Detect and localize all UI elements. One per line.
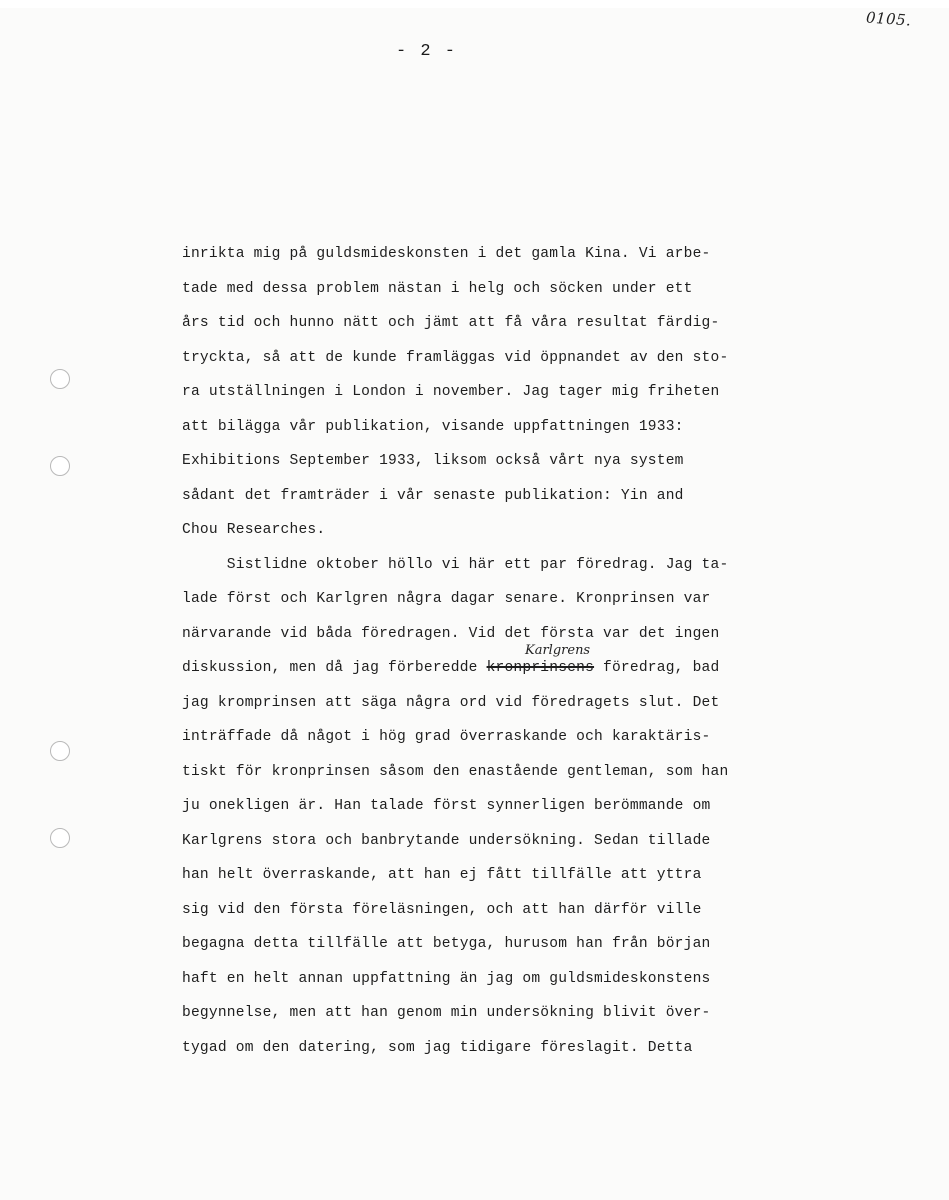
text-line: lade först och Karlgren några dagar senare. Kronprinsen var xyxy=(182,591,711,607)
text-line: att bilägga vår publikation, visande uppfattningen 1933: xyxy=(182,418,684,435)
text-line-with-correction xyxy=(182,658,719,678)
text-line: närvarande vid båda föredragen. Vid det första var det ingen xyxy=(182,625,720,642)
text-segment: diskussion, men då jag förberedde xyxy=(182,660,487,676)
text-line: sig vid den första föreläsningen, och att han därför ville xyxy=(182,901,702,918)
page-number: - 2 - xyxy=(396,42,458,61)
page-top-edge xyxy=(0,0,949,8)
text-line: ra utställningen i London i november. Jag tager mig friheten xyxy=(182,384,720,400)
text-line: tiskt för kronprinsen såsom den enastående gentleman, som han xyxy=(182,763,729,780)
text-line: Karlgrens stora och banbrytande undersökning. Sedan tillade xyxy=(182,832,711,849)
punch-hole xyxy=(50,741,70,761)
handwritten-insertion: Karlgrens xyxy=(525,643,591,658)
punch-hole xyxy=(50,828,70,848)
text-line: han helt överraskande, att han ej fått tillfälle att yttra xyxy=(182,867,702,883)
text-line: inrikta mig på guldsmideskonsten i det gamla Kina. Vi arbe- xyxy=(182,246,711,262)
text-line: Chou Researches. xyxy=(182,522,326,538)
text-line: Exhibitions September 1933, liksom också vårt nya system xyxy=(182,453,684,469)
archive-number: 0105. xyxy=(865,8,913,30)
punch-hole xyxy=(50,369,70,389)
text-line: Sistlidne oktober höllo vi här ett par föredrag. Jag ta- xyxy=(182,556,729,573)
text-line: begynnelse, men att han genom min undersökning blivit över- xyxy=(182,1005,711,1021)
text-line: haft en helt annan uppfattning än jag om guldsmideskonstens xyxy=(182,970,711,987)
text-line: begagna detta tillfälle att betyga, hurusom han från början xyxy=(182,936,711,952)
text-line: års tid och hunno nätt och jämt att få våra resultat färdig- xyxy=(182,315,720,331)
text-line: ju onekligen är. Han talade först synnerligen berömmande om xyxy=(182,798,711,814)
text-segment: föredrag, bad xyxy=(594,660,720,676)
text-line: jag kromprinsen att säga några ord vid föredragets slut. Det xyxy=(182,694,720,711)
text-line: tryckta, så att de kunde framläggas vid öppnandet av den sto- xyxy=(182,349,729,366)
text-line: sådant det framträder i vår senaste publikation: Yin and xyxy=(182,487,684,504)
text-line: tygad om den datering, som jag tidigare föreslagit. Detta xyxy=(182,1039,693,1056)
punch-hole xyxy=(50,456,70,476)
text-line: tade med dessa problem nästan i helg och söcken under ett xyxy=(182,280,693,297)
text-line: inträffade då något i hög grad överraskande och karaktäris- xyxy=(182,729,711,745)
struck-word: kronprinsens xyxy=(486,660,595,676)
